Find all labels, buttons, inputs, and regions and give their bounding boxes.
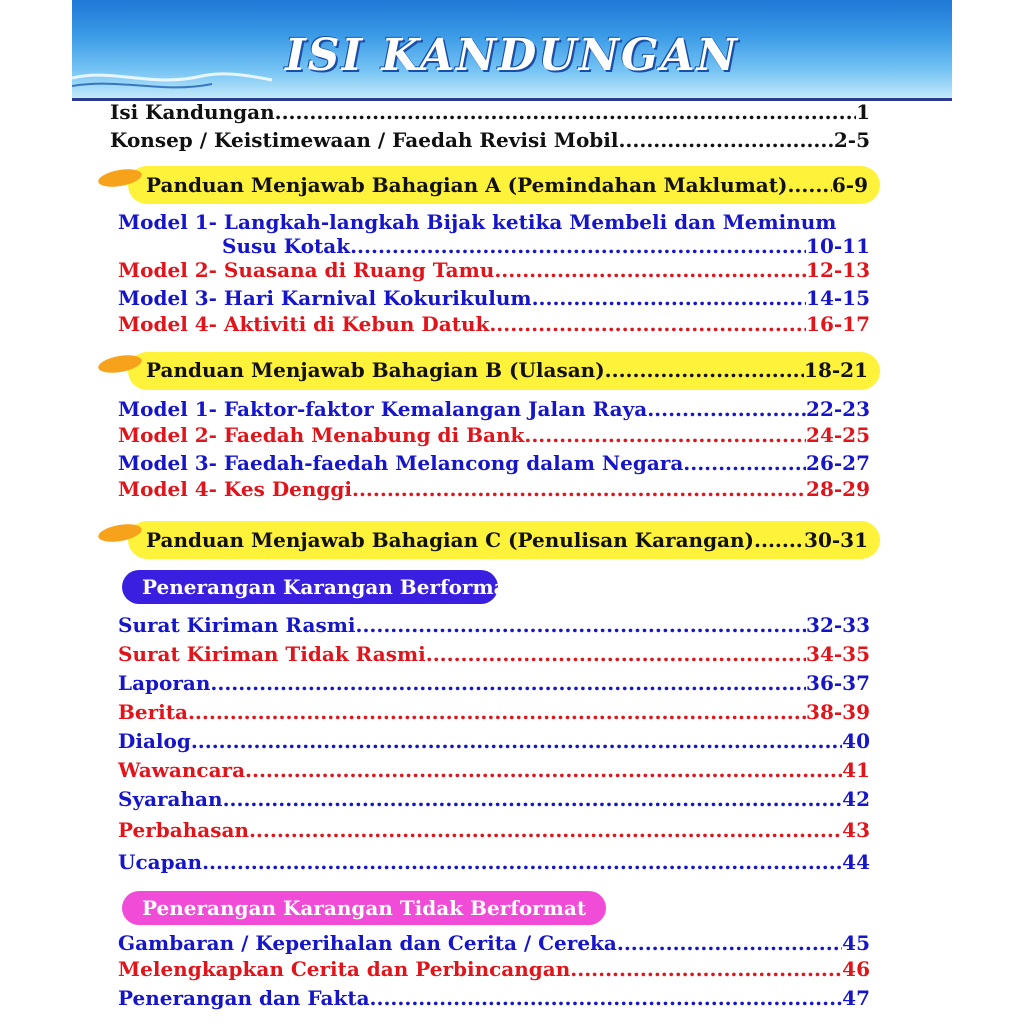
- toc-page: 42: [842, 787, 870, 811]
- toc-leader: [210, 671, 806, 695]
- toc-leader: [350, 234, 806, 258]
- berformat-item[interactable]: [118, 758, 870, 782]
- section-a-model-2[interactable]: [118, 258, 870, 282]
- toc-page: 36-37: [806, 671, 870, 695]
- section-a-model-1-line-1[interactable]: Model 1- Langkah-langkah Bijak ketika Membeli dan Meminum: [118, 210, 837, 234]
- section-a-heading[interactable]: [146, 173, 868, 197]
- toc-page: 12-13: [806, 258, 870, 282]
- berformat-subheading: Penerangan Karangan Berformat: [122, 570, 498, 604]
- toc-page: 6-9: [831, 173, 868, 197]
- berformat-item[interactable]: [118, 729, 870, 753]
- toc-leader: [618, 128, 833, 152]
- toc-label: Model 1- Faktor-faktor Kemalangan Jalan Raya: [118, 397, 648, 421]
- toc-leader: [223, 787, 843, 811]
- toc-label: Perbahasan: [118, 818, 249, 842]
- toc-page: 30-31: [804, 528, 868, 552]
- toc-leader: [355, 613, 806, 637]
- toc-page: 40: [842, 729, 870, 753]
- toc-leader: [275, 100, 856, 124]
- toc-label: Melengkapkan Cerita dan Perbincangan: [118, 957, 571, 981]
- toc-page: 44: [842, 850, 870, 874]
- tidak-berformat-item[interactable]: [118, 931, 870, 955]
- berformat-item[interactable]: [118, 671, 870, 695]
- section-a-model-3[interactable]: [118, 286, 870, 310]
- toc-label: Gambaran / Keperihalan dan Cerita / Cereka: [118, 931, 617, 955]
- toc-page: 22-23: [806, 397, 870, 421]
- toc-page: 43: [842, 818, 870, 842]
- toc-label: Model 4- Kes Denggi: [118, 477, 352, 501]
- toc-label: Surat Kiriman Rasmi: [118, 613, 356, 637]
- toc-label: Model 3- Faedah-faedah Melancong dalam Negara: [118, 451, 684, 475]
- berformat-item[interactable]: [118, 642, 870, 666]
- toc-page: 45: [842, 931, 870, 955]
- toc-label: Laporan: [118, 671, 211, 695]
- toc-leader: [188, 700, 806, 724]
- section-c-heading[interactable]: [146, 528, 868, 552]
- toc-row-isi-kandungan[interactable]: [110, 100, 870, 124]
- toc-page: 10-11: [806, 234, 870, 258]
- toc-leader: [249, 818, 842, 842]
- section-b-model-4[interactable]: [118, 477, 870, 501]
- toc-page: 26-27: [806, 451, 870, 475]
- toc-leader: [754, 528, 804, 552]
- berformat-item[interactable]: [118, 850, 870, 874]
- toc-label: Panduan Menjawab Bahagian A (Pemindahan Maklumat): [146, 173, 788, 197]
- toc-leader: [532, 286, 806, 310]
- toc-label: Model 2- Suasana di Ruang Tamu: [118, 258, 495, 282]
- page-header: [72, 0, 952, 100]
- toc-label: Model 3- Hari Karnival Kokurikulum: [118, 286, 532, 310]
- left-margin: [0, 0, 72, 1024]
- tidak-berformat-item[interactable]: [118, 957, 870, 981]
- toc-label: Ucapan: [118, 850, 203, 874]
- toc-page: 18-21: [804, 358, 868, 382]
- berformat-item[interactable]: [118, 787, 870, 811]
- toc-label: Penerangan dan Fakta: [118, 986, 370, 1010]
- toc-label: Dialog: [118, 729, 191, 753]
- toc-leader: [647, 397, 806, 421]
- section-b-model-1[interactable]: [118, 397, 870, 421]
- section-b-model-2[interactable]: [118, 423, 870, 447]
- tidak-berformat-subheading: Penerangan Karangan Tidak Berformat: [122, 891, 606, 925]
- toc-label: Model 4- Aktiviti di Kebun Datuk: [118, 312, 490, 336]
- toc-leader: [370, 986, 843, 1010]
- toc-page: 24-25: [806, 423, 870, 447]
- page-title: ISI KANDUNGAN: [285, 30, 739, 81]
- section-b-model-3[interactable]: [118, 451, 870, 475]
- toc-leader: [202, 850, 842, 874]
- toc-label: Susu Kotak: [222, 234, 351, 258]
- toc-leader: [617, 931, 842, 955]
- toc-leader: [683, 451, 806, 475]
- toc-leader: [570, 957, 842, 981]
- toc-label: Panduan Menjawab Bahagian C (Penulisan Karangan): [146, 528, 755, 552]
- toc-leader: [605, 358, 804, 382]
- toc-page: 28-29: [806, 477, 870, 501]
- toc-label: Wawancara: [118, 758, 246, 782]
- toc-leader: [426, 642, 806, 666]
- toc-leader: [524, 423, 806, 447]
- toc-page: 47: [842, 986, 870, 1010]
- toc-page: 16-17: [806, 312, 870, 336]
- toc-label: Isi Kandungan: [110, 100, 275, 124]
- toc-label: Berita: [118, 700, 188, 724]
- toc-row-konsep[interactable]: [110, 128, 870, 152]
- toc-page: 41: [842, 758, 870, 782]
- toc-label: Konsep / Keistimewaan / Faedah Revisi Mobil: [110, 128, 619, 152]
- berformat-item[interactable]: [118, 700, 870, 724]
- toc-leader: [787, 173, 831, 197]
- toc-leader: [494, 258, 806, 282]
- toc-page: 38-39: [806, 700, 870, 724]
- toc-page: 34-35: [806, 642, 870, 666]
- berformat-item[interactable]: [118, 818, 870, 842]
- section-a-model-4[interactable]: [118, 312, 870, 336]
- toc-page: 2-5: [833, 128, 870, 152]
- toc-page: 1: [856, 100, 870, 124]
- toc-label: Model 2- Faedah Menabung di Bank: [118, 423, 525, 447]
- toc-page: 14-15: [806, 286, 870, 310]
- toc-leader: [489, 312, 806, 336]
- section-b-heading[interactable]: [146, 358, 868, 382]
- toc-page: 32-33: [806, 613, 870, 637]
- toc-leader: [245, 758, 842, 782]
- berformat-item[interactable]: [118, 613, 870, 637]
- toc-label: Surat Kiriman Tidak Rasmi: [118, 642, 426, 666]
- tidak-berformat-item[interactable]: [118, 986, 870, 1010]
- section-a-model-1-line-2[interactable]: [222, 234, 870, 258]
- toc-leader: [352, 477, 806, 501]
- toc-label: Panduan Menjawab Bahagian B (Ulasan): [146, 358, 605, 382]
- toc-leader: [191, 729, 842, 753]
- toc-label: Syarahan: [118, 787, 223, 811]
- right-margin: [952, 0, 1024, 1024]
- toc-page: 46: [842, 957, 870, 981]
